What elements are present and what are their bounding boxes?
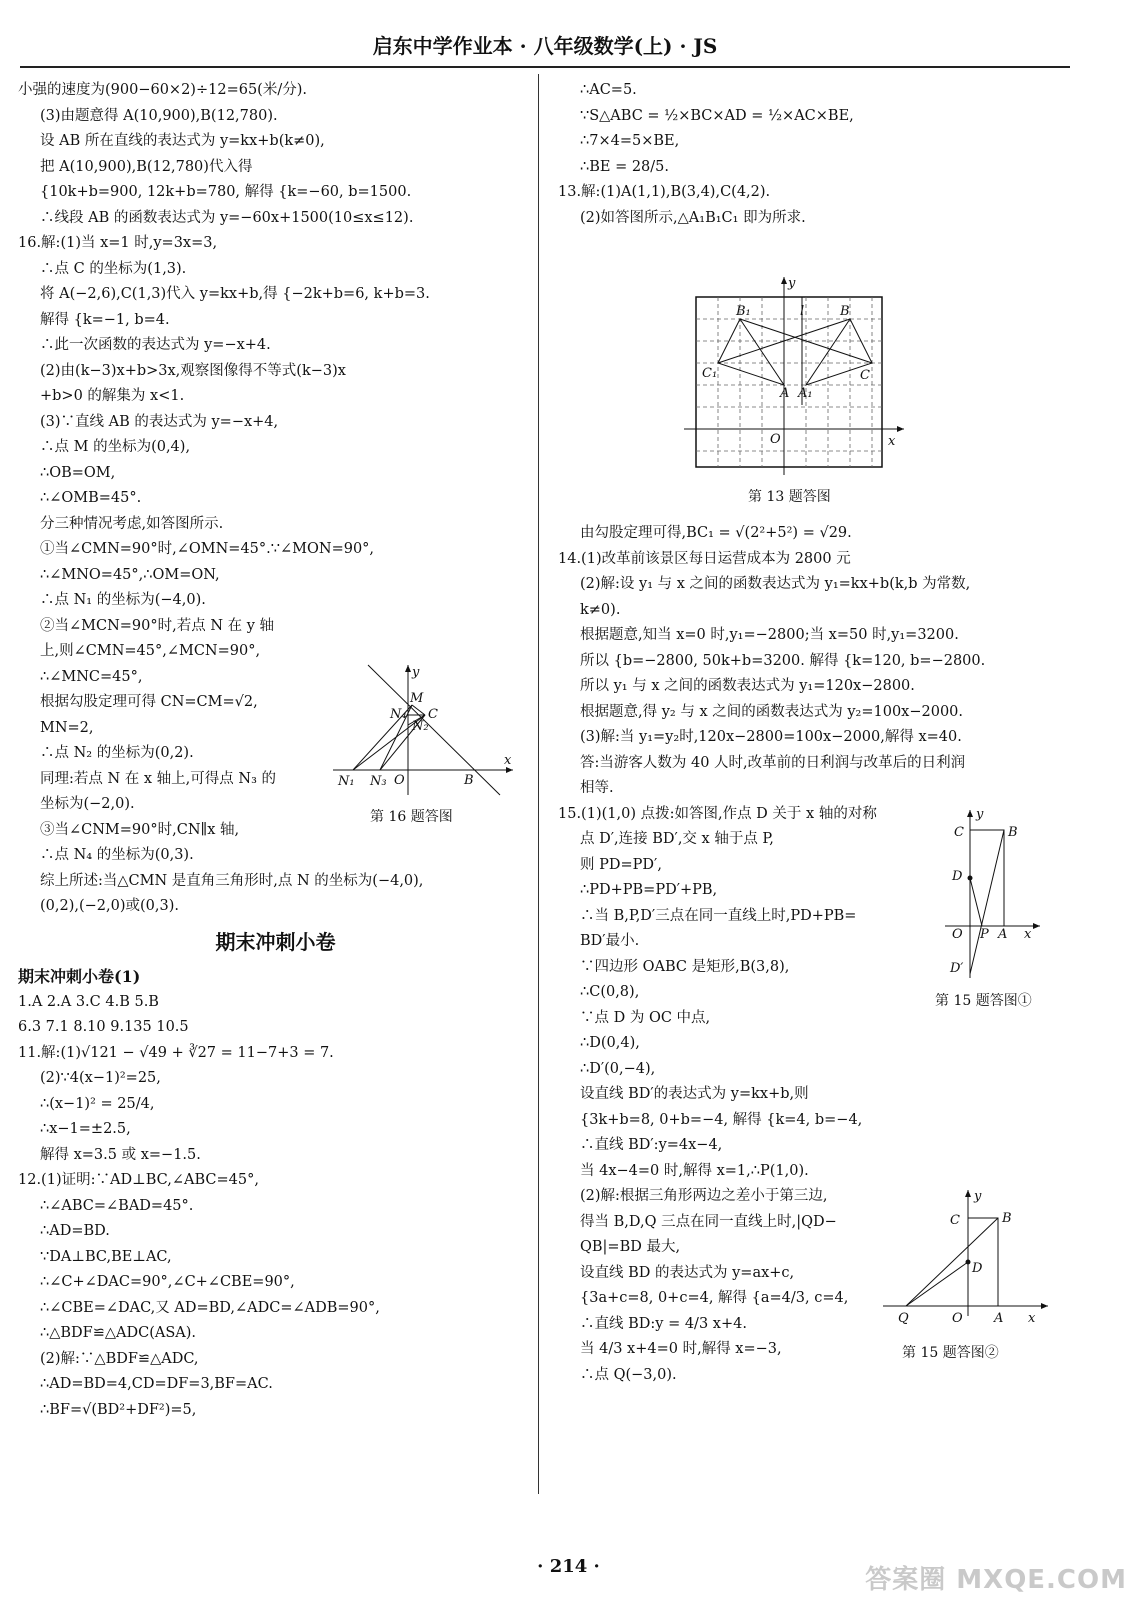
svg-text:O: O bbox=[394, 773, 405, 788]
caption-fig16: 第 16 题答图 bbox=[370, 809, 453, 825]
caption-fig13: 第 13 题答图 bbox=[748, 489, 831, 505]
text-line: ∴线段 AB 的函数表达式为 y=−60x+1500(10≤x≤12). bbox=[40, 209, 414, 226]
text-line: ∴C(0,8), bbox=[580, 984, 640, 1000]
text-line: (3)∵直线 AB 的表达式为 y=−x+4, bbox=[40, 413, 279, 430]
text-line: 将 A(−2,6),C(1,3)代入 y=kx+b,得 {−2k+b=6, k+b=3. bbox=[40, 286, 430, 302]
text-line: 所以 {b=−2800, 50k+b=3200. 解得 {k=120, b=−2800. bbox=[580, 652, 986, 669]
text-line: (3)解:当 y₁=y₂时,120x−2800=100x−2000,解得 x=40. bbox=[580, 729, 962, 745]
text-line: 小强的速度为(900−60×2)÷12=65(米/分). bbox=[18, 82, 307, 98]
text-line: (0,2),(−2,0)或(0,3). bbox=[40, 898, 179, 914]
text-line: (2)解:根据三角形两边之差小于第三边, bbox=[580, 1188, 828, 1204]
svg-text:P: P bbox=[980, 927, 989, 942]
svg-text:D′: D′ bbox=[950, 961, 964, 976]
text-line: 根据勾股定理可得 CN=CM=√2, bbox=[40, 694, 258, 710]
svg-text:B: B bbox=[1002, 1211, 1012, 1226]
text-line: ∵四边形 OABC 是矩形,B(3,8), bbox=[580, 958, 790, 975]
text-line: ∴点 M 的坐标为(0,4), bbox=[40, 439, 191, 455]
svg-text:D: D bbox=[952, 869, 963, 884]
text-line: 当 4/3 x+4=0 时,解得 x=−3, bbox=[580, 1341, 782, 1357]
text-line: 14.(1)改革前该景区每日运营成本为 2800 元 bbox=[558, 550, 851, 567]
text-line: 16.解:(1)当 x=1 时,y=3x=3, bbox=[18, 235, 218, 251]
svg-text:y: y bbox=[412, 665, 420, 680]
text-line: 13.解:(1)A(1,1),B(3,4),C(4,2). bbox=[558, 184, 771, 200]
text-line: 相等. bbox=[580, 780, 614, 796]
text-line: 答:当游客人数为 40 人时,改革前的日利润与改革后的日利润 bbox=[580, 754, 966, 771]
text-line: ∴D(0,4), bbox=[580, 1035, 640, 1051]
text-line: ∴AD=BD=4,CD=DF=3,BF=AC. bbox=[40, 1376, 273, 1392]
text-line: ∴D′(0,−4), bbox=[580, 1060, 656, 1077]
text-line: ∴PD+PB=PD′+PB, bbox=[580, 882, 718, 898]
text-line: {3a+c=8, 0+c=4, 解得 {a=4/3, c=4, bbox=[580, 1290, 849, 1306]
svg-text:A₁: A₁ bbox=[798, 386, 813, 401]
text-line: ∵S△ABC = ½×BC×AD = ½×AC×BE, bbox=[580, 107, 854, 124]
text-line: 当 4x−4=0 时,解得 x=1,∴P(1,0). bbox=[580, 1162, 809, 1179]
svg-text:M: M bbox=[410, 691, 424, 706]
caption-fig15b: 第 15 题答图② bbox=[902, 1345, 999, 1361]
text-line: ∴∠MNO=45°,∴OM=ON, bbox=[40, 566, 220, 583]
svg-text:C: C bbox=[954, 825, 964, 840]
svg-text:N₄: N₄ bbox=[390, 707, 407, 722]
text-line: ∴BF=√(BD²+DF²)=5, bbox=[40, 1401, 197, 1418]
header-rule bbox=[20, 66, 1070, 68]
text-line: ∴点 N₁ 的坐标为(−4,0). bbox=[40, 592, 206, 608]
svg-text:x: x bbox=[1028, 1311, 1036, 1326]
text-line: 得当 B,D,Q 三点在同一直线上时,|QD− bbox=[580, 1213, 837, 1230]
svg-text:x: x bbox=[504, 753, 512, 768]
text-line: 11.解:(1)√121 − √49 + ∛27 = 11−7+3 = 7. bbox=[18, 1044, 334, 1061]
svg-text:A: A bbox=[998, 927, 1008, 942]
text-line: 6.3 7.1 8.10 9.135 10.5 bbox=[18, 1019, 189, 1035]
text-line: k≠0). bbox=[580, 601, 621, 618]
svg-text:B₁: B₁ bbox=[736, 304, 751, 319]
page-number: · 214 · bbox=[537, 1556, 600, 1577]
svg-text:C: C bbox=[950, 1213, 960, 1228]
text-line: +b>0 的解集为 x<1. bbox=[40, 388, 185, 404]
text-line: ∴∠ABC=∠BAD=45°. bbox=[40, 1197, 194, 1214]
text-line: ∴AD=BD. bbox=[40, 1223, 110, 1239]
text-line: ∴直线 BD:y = 4/3 x+4. bbox=[580, 1315, 747, 1332]
text-line: BD′最小. bbox=[580, 933, 640, 949]
text-line: 根据题意,知当 x=0 时,y₁=−2800;当 x=50 时,y₁=3200. bbox=[580, 627, 959, 643]
text-line: 解得 x=3.5 或 x=−1.5. bbox=[40, 1146, 201, 1163]
text-line: ∴点 C 的坐标为(1,3). bbox=[40, 260, 187, 277]
text-line: 综上所述:当△CMN 是直角三角形时,点 N 的坐标为(−4,0), bbox=[40, 872, 424, 889]
text-line: ∵点 D 为 OC 中点, bbox=[580, 1009, 711, 1026]
text-line: 分三种情况考虑,如答图所示. bbox=[40, 515, 224, 532]
text-line: (3)由题意得 A(10,900),B(12,780). bbox=[40, 107, 278, 124]
text-line: {10k+b=900, 12k+b=780, 解得 {k=−60, b=1500. bbox=[40, 184, 412, 200]
text-line: (2)由(k−3)x+b>3x,观察图像得不等式(k−3)x bbox=[40, 362, 346, 379]
svg-text:y: y bbox=[974, 1189, 982, 1204]
text-line: 15.(1)(1,0) 点拨:如答图,作点 D 关于 x 轴的对称 bbox=[558, 805, 877, 822]
text-line: 上,则∠CMN=45°,∠MCN=90°, bbox=[40, 643, 261, 659]
svg-text:y: y bbox=[976, 808, 984, 822]
text-line: ∴点 N₄ 的坐标为(0,3). bbox=[40, 847, 194, 863]
text-line: ∵DA⊥BC,BE⊥AC, bbox=[40, 1248, 172, 1265]
caption-fig15a: 第 15 题答图① bbox=[935, 993, 1032, 1009]
text-line: 同理:若点 N 在 x 轴上,可得点 N₃ 的 bbox=[40, 770, 277, 787]
section-title: 期末冲刺小卷 bbox=[215, 929, 336, 954]
svg-text:O: O bbox=[952, 1311, 963, 1326]
text-line: 所以 y₁ 与 x 之间的函数表达式为 y₁=120x−2800. bbox=[580, 678, 915, 694]
text-line: 坐标为(−2,0). bbox=[40, 796, 135, 812]
page-header: 启东中学作业本 · 八年级数学(上) · JS bbox=[372, 34, 718, 58]
text-line: ∴∠MNC=45°, bbox=[40, 668, 143, 685]
svg-text:O: O bbox=[770, 432, 781, 447]
text-line: (2)解:∵△BDF≌△ADC, bbox=[40, 1350, 199, 1367]
text-line: 由勾股定理可得,BC₁ = √(2²+5²) = √29. bbox=[580, 525, 852, 541]
text-line: 设直线 BD′的表达式为 y=kx+b,则 bbox=[580, 1086, 809, 1102]
text-line: (2)如答图所示,△A₁B₁C₁ 即为所求. bbox=[580, 209, 806, 226]
text-line: ∴BE = 28/5. bbox=[580, 158, 670, 175]
text-line: 根据题意,得 y₂ 与 x 之间的函数表达式为 y₂=100x−2000. bbox=[580, 703, 964, 720]
svg-text:B: B bbox=[1008, 825, 1018, 840]
svg-text:N₃: N₃ bbox=[370, 774, 387, 789]
text-line: ∴∠OMB=45°. bbox=[40, 490, 142, 506]
text-line: ∴当 B,P,D′三点在同一直线上时,PD+PB= bbox=[580, 907, 857, 924]
text-line: 设 AB 所在直线的表达式为 y=kx+b(k≠0), bbox=[40, 133, 325, 149]
text-line: 解得 {k=−1, b=4. bbox=[40, 311, 170, 328]
left-lines-2 bbox=[18, 990, 533, 1424]
text-line: {3k+b=8, 0+b=−4, 解得 {k=4, b=−4, bbox=[580, 1111, 863, 1128]
svg-text:N₂: N₂ bbox=[412, 719, 429, 734]
svg-text:O: O bbox=[952, 927, 963, 942]
subsection-title: 期末冲刺小卷(1) bbox=[18, 966, 141, 986]
svg-text:Q: Q bbox=[898, 1311, 909, 1326]
svg-text:l: l bbox=[800, 304, 805, 319]
svg-text:C₁: C₁ bbox=[702, 366, 718, 381]
text-line: ∴x−1=±2.5, bbox=[40, 1121, 131, 1137]
svg-text:D: D bbox=[972, 1261, 983, 1276]
text-line: 则 PD=PD′, bbox=[580, 856, 662, 873]
figure-13 bbox=[682, 275, 907, 495]
svg-text:N₁: N₁ bbox=[338, 774, 355, 789]
text-line: ③当∠CNM=90°时,CN∥x 轴, bbox=[40, 821, 240, 838]
svg-text:x: x bbox=[888, 434, 896, 449]
watermark: 答案圈 MXQE.COM bbox=[865, 1565, 1127, 1595]
svg-text:B: B bbox=[464, 773, 474, 788]
svg-text:C: C bbox=[428, 707, 438, 722]
text-line: ∴7×4=5×BE, bbox=[580, 133, 680, 149]
text-line: 把 A(10,900),B(12,780)代入得 bbox=[40, 158, 253, 175]
svg-text:B: B bbox=[840, 304, 850, 319]
text-line: ∴AC=5. bbox=[580, 82, 637, 98]
figure-16 bbox=[328, 660, 518, 800]
text-line: ∴此一次函数的表达式为 y=−x+4. bbox=[40, 337, 271, 353]
text-line: ∴点 Q(−3,0). bbox=[580, 1366, 677, 1383]
text-line: (2)∵4(x−1)²=25, bbox=[40, 1070, 161, 1086]
text-line: ∴∠C+∠DAC=90°,∠C+∠CBE=90°, bbox=[40, 1274, 295, 1290]
svg-text:A: A bbox=[994, 1311, 1004, 1326]
text-line: 1.A 2.A 3.C 4.B 5.B bbox=[18, 993, 159, 1010]
figure-15-2 bbox=[878, 1188, 1053, 1328]
text-line: 设直线 BD 的表达式为 y=ax+c, bbox=[580, 1264, 795, 1281]
text-line: ①当∠CMN=90°时,∠OMN=45°.∵∠MON=90°, bbox=[40, 541, 375, 557]
text-line: 点 D′,连接 BD′,交 x 轴于点 P, bbox=[580, 831, 774, 847]
text-line: (2)解:设 y₁ 与 x 之间的函数表达式为 y₁=kx+b(k,b 为常数, bbox=[580, 576, 971, 592]
column-divider bbox=[538, 74, 539, 1494]
svg-text:y: y bbox=[788, 276, 796, 291]
text-line: ∴OB=OM, bbox=[40, 464, 116, 481]
right-lines bbox=[558, 78, 1078, 231]
text-line: MN=2, bbox=[40, 719, 94, 736]
text-line: 12.(1)证明:∵AD⊥BC,∠ABC=45°, bbox=[18, 1172, 259, 1188]
text-line: ∴点 N₂ 的坐标为(0,2). bbox=[40, 745, 194, 761]
text-line: QB|=BD 最大, bbox=[580, 1239, 681, 1255]
figure-15-1 bbox=[940, 808, 1050, 988]
svg-text:C: C bbox=[860, 368, 870, 383]
svg-text:x: x bbox=[1024, 927, 1032, 942]
text-line: ∴∠CBE=∠DAC,又 AD=BD,∠ADC=∠ADB=90°, bbox=[40, 1299, 380, 1316]
text-line: ∴直线 BD′:y=4x−4, bbox=[580, 1137, 723, 1153]
text-line: ∴(x−1)² = 25/4, bbox=[40, 1095, 155, 1112]
text-line: ∴△BDF≌△ADC(ASA). bbox=[40, 1325, 197, 1341]
svg-text:A: A bbox=[780, 386, 790, 401]
text-line: ②当∠MCN=90°时,若点 N 在 y 轴 bbox=[40, 617, 275, 634]
